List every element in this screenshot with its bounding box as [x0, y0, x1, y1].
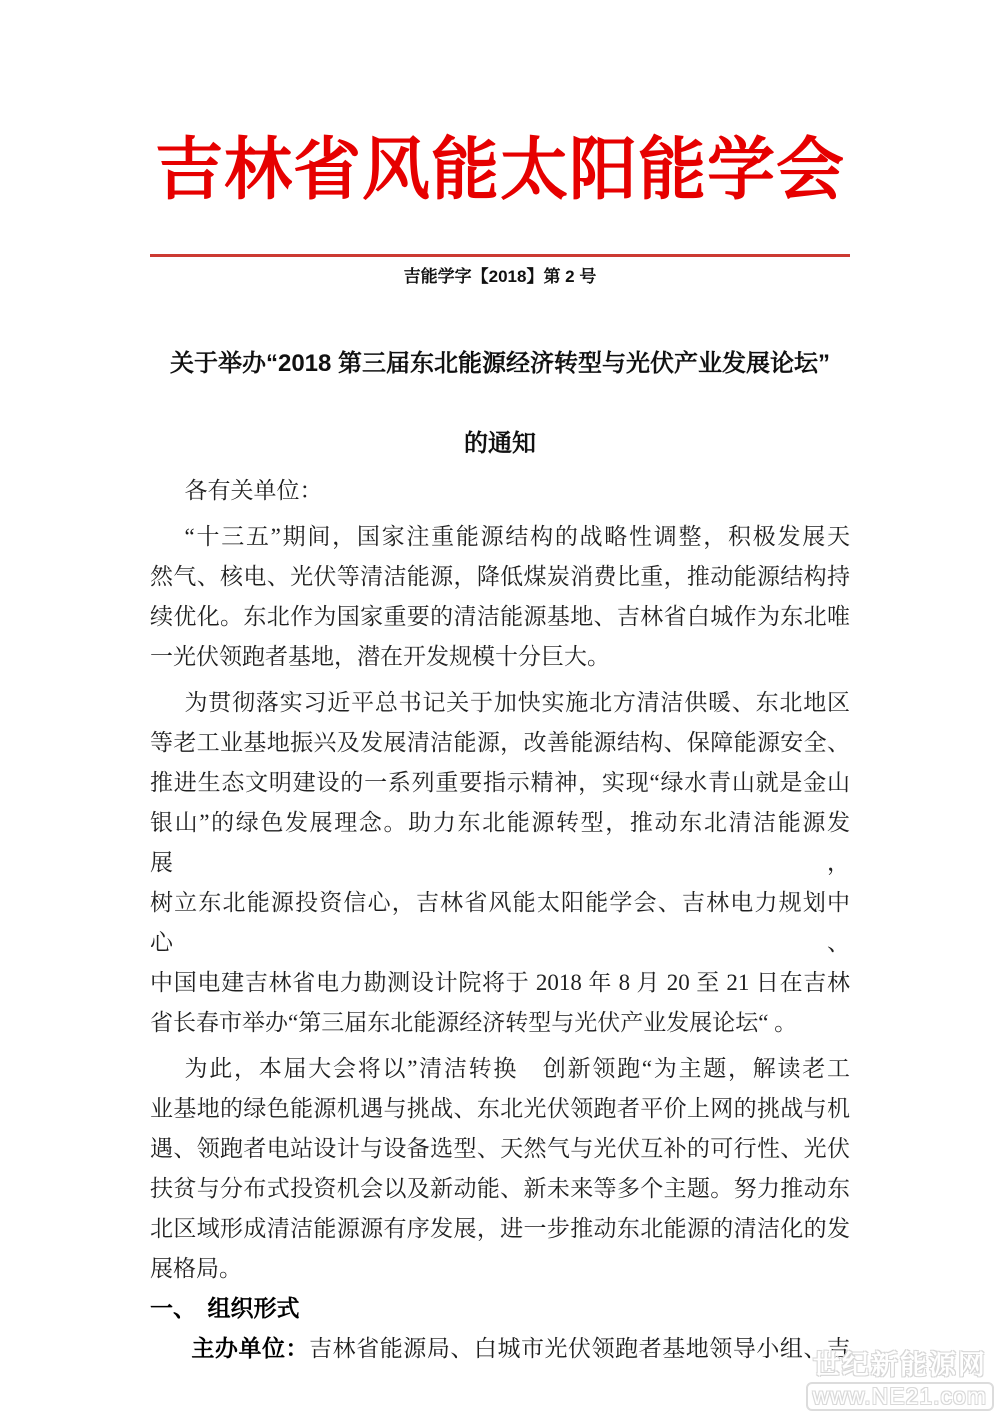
text-line: 各有关单位： [184, 478, 323, 503]
paragraph [150, 1049, 850, 1289]
paragraph [150, 471, 850, 511]
text-line: 续优化。东北作为国家重要的清洁能源基地、吉林省白城作为东北唯 [150, 604, 850, 629]
text-line: 银山”的绿色发展理念。助力东北能源转型，推动东北清洁能源发展， [150, 810, 850, 875]
host-label: 主办单位： [191, 1336, 310, 1361]
document-page [150, 0, 850, 1369]
text-line: 为贯彻落实习近平总书记关于加快实施北方清洁供暖、东北地区 [184, 690, 850, 715]
doc-number: 吉能学字【2018】第 2 号 [403, 267, 597, 286]
org-title: 吉林省风能太阳能学会 [154, 132, 845, 208]
text-line: 树立东北能源投资信心，吉林省风能太阳能学会、吉林电力规划中心、 [150, 890, 850, 955]
watermark [806, 1351, 994, 1411]
paragraph [150, 517, 850, 677]
notice-body [150, 471, 850, 1289]
header-divider-rule [150, 254, 850, 257]
host-organizer-line [150, 1329, 850, 1369]
notice-title-line1: 关于举办“2018 第三届东北能源经济转型与光伏产业发展论坛” [169, 350, 831, 377]
watermark-site-name: 世纪新能源网 [812, 1350, 987, 1380]
text-line: 展格局。 [150, 1256, 242, 1281]
text-line: “十三五”期间，国家注重能源结构的战略性调整，积极发展天 [184, 524, 850, 549]
text-line: 省长春市举办“第三届东北能源经济转型与光伏产业发展论坛“ 。 [150, 1010, 798, 1035]
notice-title-line2: 的通知 [464, 430, 536, 457]
paragraph [150, 683, 850, 1043]
watermark-site-url: www.NE21.com [806, 1382, 994, 1411]
text-line: 北区域形成清洁能源源有序发展，进一步推动东北能源的清洁化的发 [150, 1216, 850, 1241]
text-line: 业基地的绿色能源机遇与挑战、东北光伏领跑者平价上网的挑战与机 [150, 1096, 850, 1121]
section-heading-organization: 一、 组织形式 [150, 1296, 300, 1321]
text-line: 等老工业基地振兴及发展清洁能源，改善能源结构、保障能源安全、 [150, 730, 850, 755]
text-line: 为此，本届大会将以”清洁转换 创新领跑“为主题，解读老工 [184, 1056, 850, 1081]
text-line: 中国电建吉林省电力勘测设计院将于 2018 年 8 月 20 至 21 日在吉林 [150, 970, 851, 995]
text-line: 一光伏领跑者基地，潜在开发规模十分巨大。 [150, 644, 610, 669]
text-line: 然气、核电、光伏等清洁能源，降低煤炭消费比重，推动能源结构持 [150, 564, 850, 589]
text-line: 扶贫与分布式投资机会以及新动能、新未来等多个主题。努力推动东 [150, 1176, 850, 1201]
text-line: 遇、领跑者电站设计与设备选型、天然气与光伏互补的可行性、光伏 [150, 1136, 850, 1161]
text-line: 推进生态文明建设的一系列重要指示精神，实现“绿水青山就是金山 [150, 770, 850, 795]
host-text: 吉林省能源局、白城市光伏领跑者基地领导小组、吉 [309, 1336, 851, 1361]
